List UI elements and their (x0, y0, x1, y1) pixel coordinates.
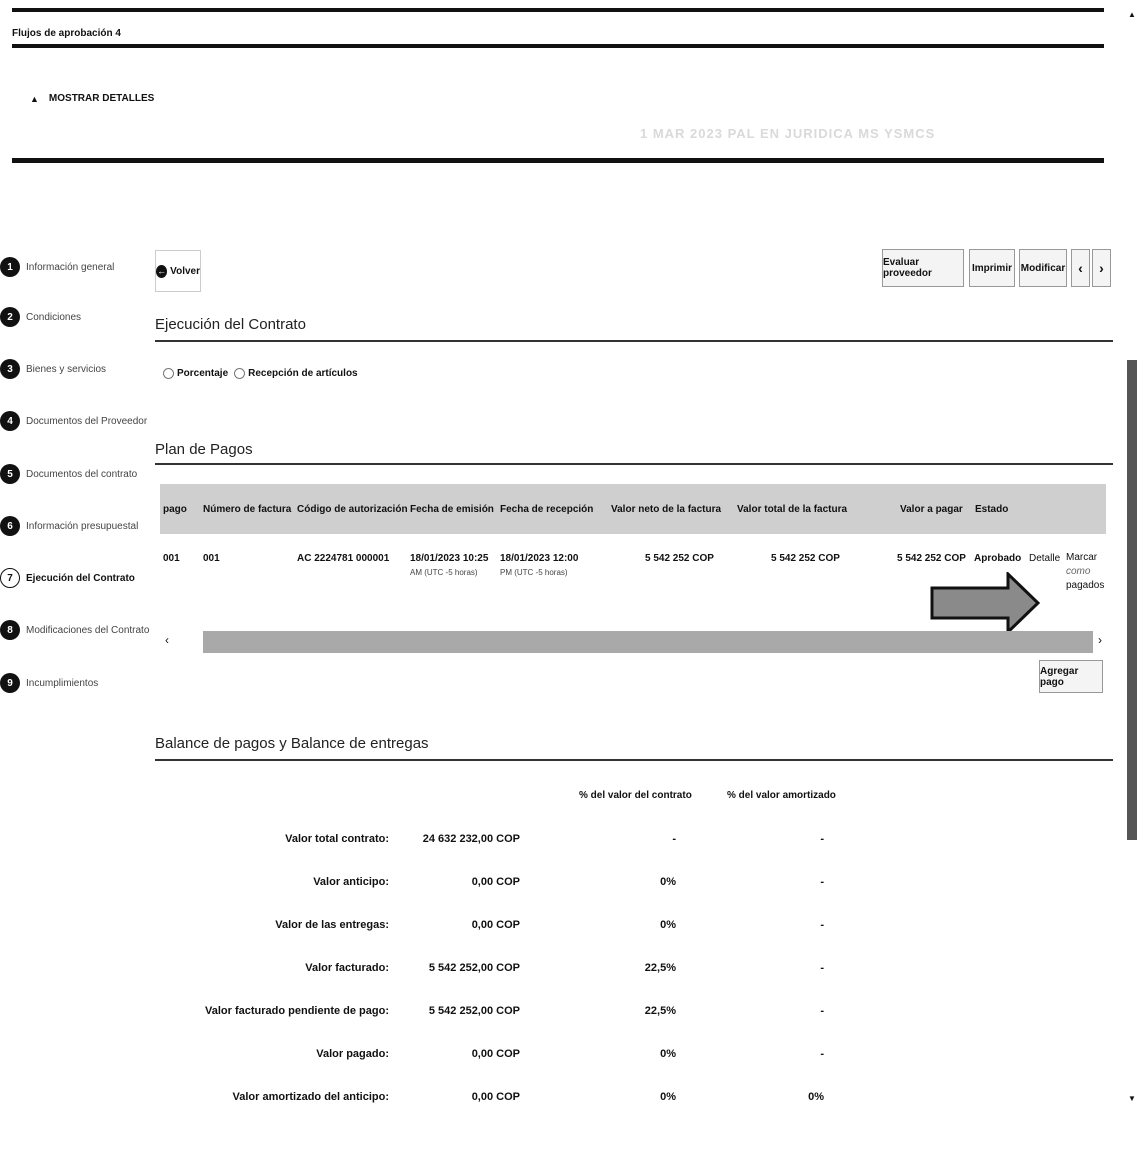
sidebar-item-contract-docs[interactable] (0, 464, 137, 484)
payment-plan-title: Plan de Pagos (155, 441, 253, 458)
balance-pct: 0% (660, 1048, 676, 1060)
balance-amort: - (820, 962, 824, 974)
step-number: 4 (0, 411, 20, 431)
sidebar-item-general-info[interactable] (0, 257, 114, 277)
balance-value: 24 632 232,00 COP (422, 833, 520, 845)
balance-label: Valor facturado pendiente de pago: (205, 1005, 389, 1017)
cell-auth-code: AC 2224781 000001 (297, 553, 390, 564)
cell-issue-date: 18/01/2023 10:25 (410, 553, 489, 564)
sidebar-item-label: Incumplimientos (26, 677, 99, 689)
step-number: 5 (0, 464, 20, 484)
execution-title: Ejecución del Contrato (155, 316, 306, 333)
horizontal-scrollbar[interactable] (203, 631, 1093, 653)
sidebar-item-contract-execution[interactable] (0, 568, 135, 588)
ghost-stamp-text: 1 MAR 2023 PAL EN JURIDICA MS YSMCS (640, 126, 936, 141)
show-details-label: MOSTRAR DETALLES (48, 93, 155, 104)
col-header-pay-value: Valor a pagar (900, 504, 963, 515)
sidebar-item-label: Ejecución del Contrato (26, 572, 135, 584)
sidebar-item-provider-docs[interactable] (0, 411, 147, 431)
radio-reception-label: Recepción de artículos (248, 368, 358, 379)
sidebar-item-budget-info[interactable] (0, 516, 138, 536)
balance-amort: - (820, 919, 824, 931)
balance-value: 0,00 COP (471, 876, 520, 888)
mark-line-3: pagados (1066, 580, 1105, 591)
evaluate-provider-button[interactable]: Evaluar proveedor (882, 249, 964, 287)
annotation-arrow-icon (930, 572, 1040, 634)
col-header-pago: pago (163, 504, 187, 515)
header-rule (12, 44, 1104, 48)
balance-label: Valor facturado: (305, 962, 389, 974)
balance-rule (155, 759, 1113, 761)
top-rule (12, 8, 1104, 12)
balance-pct: 22,5% (644, 962, 676, 974)
balance-amort: - (820, 833, 824, 845)
sidebar-item-label: Bienes y servicios (26, 363, 107, 375)
balance-label: Valor de las entregas: (275, 919, 389, 931)
balance-value: 5 542 252,00 COP (428, 1005, 520, 1017)
balance-value: 0,00 COP (471, 1048, 520, 1060)
col-header-auth-code: Código de autorización (297, 504, 408, 515)
step-number: 6 (0, 516, 20, 536)
cell-reception-date: 18/01/2023 12:00 (500, 553, 579, 564)
step-number: 3 (0, 359, 20, 379)
balance-pct: 22,5% (644, 1005, 676, 1017)
balance-value: 5 542 252,00 COP (428, 962, 520, 974)
mark-as-paid-link[interactable] (1066, 551, 1104, 593)
scroll-down-icon[interactable]: ▼ (1128, 1094, 1136, 1103)
col-header-total-value: Valor total de la factura (737, 504, 848, 515)
sidebar-item-label: Modificaciones del Contrato (26, 624, 150, 636)
scroll-left-icon[interactable]: ‹ (165, 633, 169, 647)
balance-pct: - (672, 833, 676, 845)
sidebar-item-label: Documentos del Proveedor (26, 415, 148, 427)
sidebar-item-label: Información general (26, 261, 115, 273)
cell-pago: 001 (163, 553, 180, 564)
cell-net-value: 5 542 252 COP (645, 553, 714, 564)
add-payment-button[interactable]: Agregar pago (1039, 660, 1103, 693)
scroll-right-icon[interactable]: › (1098, 633, 1102, 647)
cell-issue-date-tz: AM (UTC -5 horas) (410, 568, 478, 577)
balance-label: Valor total contrato: (285, 833, 389, 845)
cell-pay-value: 5 542 252 COP (897, 553, 966, 564)
mark-line-2: como (1066, 566, 1091, 577)
back-arrow-icon: ← (157, 266, 167, 276)
vertical-scrollbar-thumb[interactable] (1127, 360, 1137, 840)
step-number: 9 (0, 673, 20, 693)
balance-label: Valor pagado: (316, 1048, 389, 1060)
radio-percentage[interactable] (163, 368, 174, 379)
scroll-up-icon[interactable]: ▲ (1128, 10, 1136, 19)
balance-amort: - (820, 1005, 824, 1017)
step-number: 8 (0, 620, 20, 640)
col-header-status: Estado (975, 504, 1009, 515)
cell-reception-date-tz: PM (UTC -5 horas) (500, 568, 568, 577)
show-details-toggle[interactable] (30, 93, 154, 104)
radio-percentage-label: Porcentaje (177, 368, 229, 379)
header-bottom-rule (12, 158, 1104, 163)
back-label: Volver (170, 265, 200, 277)
balance-label: Valor amortizado del anticipo: (232, 1091, 389, 1103)
execution-mode-radios (163, 368, 358, 379)
balance-value: 0,00 COP (471, 1091, 520, 1103)
balance-pct: 0% (660, 876, 676, 888)
radio-reception[interactable] (234, 368, 245, 379)
col-header-issue-date: Fecha de emisión (410, 504, 494, 515)
sidebar-item-label: Condiciones (26, 311, 82, 323)
mark-line-1: Marcar (1066, 552, 1098, 563)
flow-label: Flujos de aprobación 4 (12, 28, 121, 39)
balance-pct: 0% (660, 919, 676, 931)
balance-title: Balance de pagos y Balance de entregas (155, 735, 429, 752)
balance-amort: 0% (808, 1091, 824, 1103)
payment-plan-rule (155, 463, 1113, 465)
step-number: 1 (0, 257, 20, 277)
balance-value: 0,00 COP (471, 919, 520, 931)
cell-invoice-number: 001 (203, 553, 220, 564)
sidebar-item-breaches[interactable] (0, 673, 98, 693)
balance-amort: - (820, 876, 824, 888)
execution-rule (155, 340, 1113, 342)
modify-button[interactable]: Modificar (1019, 249, 1067, 287)
step-number: 7 (0, 568, 20, 588)
col-header-reception-date: Fecha de recepción (500, 504, 594, 515)
print-button[interactable]: Imprimir (969, 249, 1015, 287)
caret-up-icon: ▲ (30, 93, 39, 104)
step-number: 2 (0, 307, 20, 327)
cell-total-value: 5 542 252 COP (771, 553, 840, 564)
balance-amort: - (820, 1048, 824, 1060)
sidebar-item-label: Documentos del contrato (26, 468, 138, 480)
col-header-amortized-pct: % del valor amortizado (727, 790, 836, 801)
sidebar-item-goods-services[interactable] (0, 359, 106, 379)
next-record-button[interactable]: › (1092, 249, 1111, 287)
sidebar-item-contract-modifications[interactable] (0, 620, 149, 640)
detail-link[interactable]: Detalle (1029, 553, 1061, 564)
prev-record-button[interactable]: ‹ (1071, 249, 1090, 287)
back-button[interactable] (155, 250, 201, 292)
balance-label: Valor anticipo: (313, 876, 389, 888)
sidebar-item-label: Información presupuestal (26, 520, 139, 532)
balance-pct: 0% (660, 1091, 676, 1103)
sidebar-item-conditions[interactable] (0, 307, 81, 327)
col-header-invoice-number: Número de factura (203, 504, 292, 515)
cell-status: Aprobado (974, 553, 1022, 564)
col-header-contract-pct: % del valor del contrato (579, 790, 692, 801)
col-header-net-value: Valor neto de la factura (611, 504, 722, 515)
